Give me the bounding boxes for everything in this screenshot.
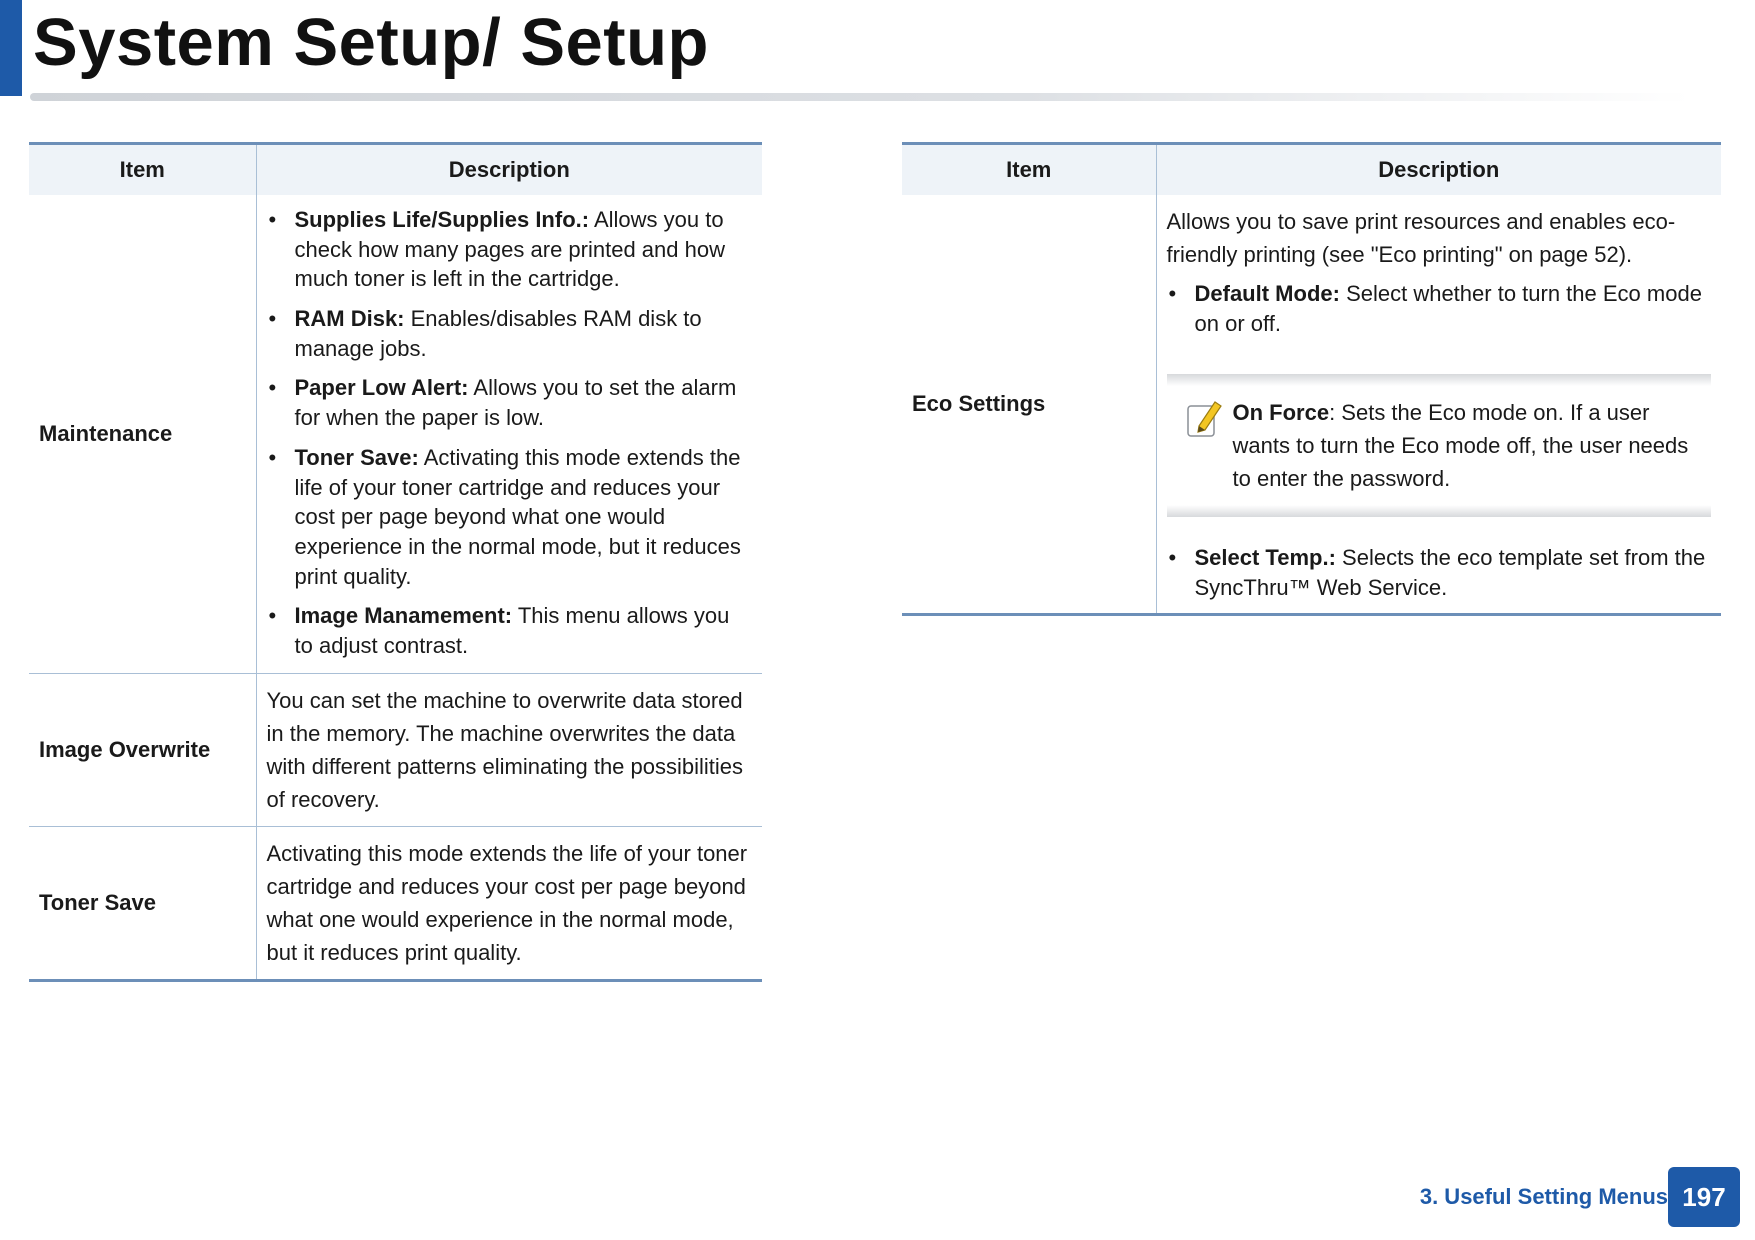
list-item: • Default Mode: Select whether to turn the Eco mode on or off. [1167, 279, 1712, 338]
row-description [1156, 195, 1721, 614]
table-row-maintenance [29, 195, 762, 673]
row-item-label: Toner Save [29, 826, 256, 980]
table-row-eco-settings [902, 195, 1721, 614]
eco-bullet-list-2 [1167, 543, 1712, 602]
list-item: • RAM Disk: Enables/disables RAM disk to manage jobs. [267, 304, 753, 363]
maintenance-bullet-list [267, 205, 753, 661]
row-description [256, 195, 762, 673]
row-description: You can set the machine to overwrite data stored in the memory. The machine overwrites the data with different patterns eliminating the possibilities of recovery. [256, 673, 762, 826]
note-pencil-icon [1185, 396, 1231, 495]
list-item: • Paper Low Alert: Allows you to set the alarm for when the paper is low. [267, 373, 753, 432]
list-item: • Toner Save: Activating this mode extends the life of your toner cartridge and reduces your cost per page beyond what one would experience in the normal mode, but it reduces print quality. [267, 443, 753, 591]
list-item: • Select Temp.: Selects the eco template set from the SyncThru™ Web Service. [1167, 543, 1712, 602]
table-row-image-overwrite [29, 673, 762, 826]
table-row-toner-save [29, 826, 762, 980]
table-header-row [902, 144, 1721, 196]
eco-bullet-list [1167, 279, 1712, 338]
row-item-label: Eco Settings [902, 195, 1156, 614]
note-box [1167, 374, 1712, 517]
column-header-description: Description [256, 144, 762, 196]
column-header-description: Description [1156, 144, 1721, 196]
table-header-row [29, 144, 762, 196]
column-header-item: Item [902, 144, 1156, 196]
row-description: Activating this mode extends the life of your toner cartridge and reduces your cost per page beyond what one would experience in the normal mode, but it reduces print quality. [256, 826, 762, 980]
footer-section-label: 3. Useful Setting Menus [1419, 1184, 1668, 1209]
list-item: • Supplies Life/Supplies Info.: Allows you to check how many pages are printed and how much toner is left in the cartridge. [267, 205, 753, 294]
settings-table-left [29, 142, 762, 982]
page-title: System Setup/ Setup [33, 5, 709, 80]
page-number-badge: 197 [1668, 1167, 1740, 1227]
settings-table-right [902, 142, 1721, 616]
eco-intro: Allows you to save print resources and enables eco-friendly printing (see "Eco printing" on page 52). [1166, 209, 1676, 267]
title-divider [30, 93, 1690, 101]
row-item-label: Maintenance [29, 195, 256, 673]
title-accent-bar [0, 0, 22, 96]
column-header-item: Item [29, 144, 256, 196]
list-item: • Image Manamement: This menu allows you to adjust contrast. [267, 601, 753, 660]
note-text: On Force: Sets the Eco mode on. If a user wants to turn the Eco mode off, the user needs to enter the password. [1232, 400, 1689, 492]
row-item-label: Image Overwrite [29, 673, 256, 826]
